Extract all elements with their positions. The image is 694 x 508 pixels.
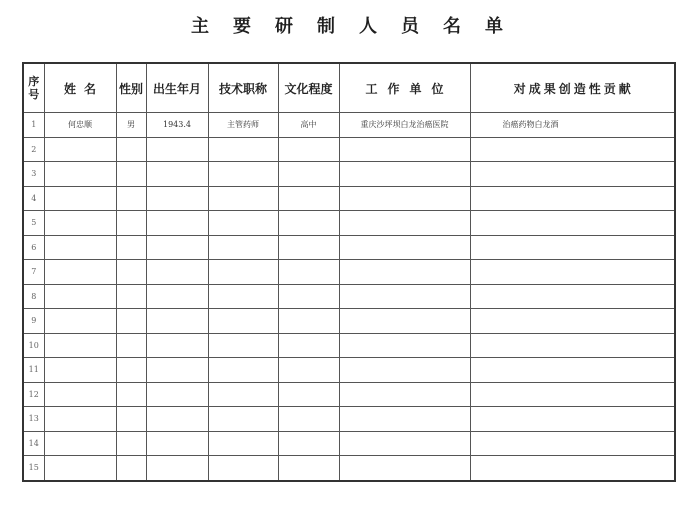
header-seq: 序号 xyxy=(23,63,44,113)
cell-title xyxy=(208,284,278,309)
cell-seq: 5 xyxy=(23,211,44,236)
cell-birth: 1943.4 xyxy=(146,113,208,138)
cell-birth xyxy=(146,309,208,334)
cell-gender: 男 xyxy=(116,113,146,138)
cell-title xyxy=(208,162,278,187)
cell-gender xyxy=(116,358,146,383)
cell-name xyxy=(44,358,116,383)
cell-gender xyxy=(116,456,146,481)
cell-name xyxy=(44,162,116,187)
cell-name xyxy=(44,431,116,456)
cell-name xyxy=(44,235,116,260)
cell-birth xyxy=(146,186,208,211)
table-row xyxy=(23,137,675,162)
cell-title xyxy=(208,431,278,456)
cell-title xyxy=(208,186,278,211)
cell-title xyxy=(208,333,278,358)
cell-title xyxy=(208,358,278,383)
table-row xyxy=(23,211,675,236)
cell-title xyxy=(208,137,278,162)
cell-birth xyxy=(146,162,208,187)
cell-unit xyxy=(339,235,470,260)
cell-gender xyxy=(116,211,146,236)
cell-birth xyxy=(146,456,208,481)
cell-seq: 3 xyxy=(23,162,44,187)
table-row xyxy=(23,358,675,383)
cell-gender xyxy=(116,162,146,187)
cell-unit xyxy=(339,186,470,211)
table-row xyxy=(23,333,675,358)
cell-contribution xyxy=(470,162,675,187)
table-row xyxy=(23,162,675,187)
cell-unit xyxy=(339,284,470,309)
cell-name xyxy=(44,382,116,407)
cell-title xyxy=(208,235,278,260)
cell-title xyxy=(208,309,278,334)
cell-birth xyxy=(146,284,208,309)
table-row xyxy=(23,407,675,432)
cell-birth xyxy=(146,235,208,260)
cell-birth xyxy=(146,358,208,383)
cell-education xyxy=(278,235,339,260)
cell-birth xyxy=(146,407,208,432)
cell-education xyxy=(278,162,339,187)
cell-unit xyxy=(339,358,470,383)
personnel-table xyxy=(22,62,676,482)
cell-education xyxy=(278,333,339,358)
cell-birth xyxy=(146,333,208,358)
cell-name xyxy=(44,284,116,309)
table-body xyxy=(23,113,675,481)
cell-birth xyxy=(146,382,208,407)
table-row xyxy=(23,309,675,334)
cell-unit xyxy=(339,162,470,187)
cell-title xyxy=(208,407,278,432)
cell-name xyxy=(44,211,116,236)
cell-education xyxy=(278,407,339,432)
cell-gender xyxy=(116,407,146,432)
cell-education xyxy=(278,431,339,456)
cell-contribution xyxy=(470,211,675,236)
cell-unit xyxy=(339,407,470,432)
cell-name xyxy=(44,137,116,162)
cell-gender xyxy=(116,186,146,211)
cell-name xyxy=(44,333,116,358)
cell-contribution: 治癌药物白龙酒 xyxy=(470,113,675,138)
cell-seq: 2 xyxy=(23,137,44,162)
cell-seq: 8 xyxy=(23,284,44,309)
cell-gender xyxy=(116,309,146,334)
cell-contribution xyxy=(470,456,675,481)
cell-seq: 15 xyxy=(23,456,44,481)
cell-birth xyxy=(146,260,208,285)
cell-contribution xyxy=(470,382,675,407)
cell-education xyxy=(278,309,339,334)
table-row xyxy=(23,431,675,456)
cell-education xyxy=(278,456,339,481)
page-title: 主要研制人员名单 xyxy=(191,16,527,37)
cell-contribution xyxy=(470,431,675,456)
header-unit: 工作单位 xyxy=(339,63,470,113)
cell-education xyxy=(278,186,339,211)
cell-education xyxy=(278,284,339,309)
cell-seq: 6 xyxy=(23,235,44,260)
cell-gender xyxy=(116,235,146,260)
cell-education xyxy=(278,358,339,383)
cell-education xyxy=(278,382,339,407)
cell-title xyxy=(208,382,278,407)
cell-title xyxy=(208,260,278,285)
cell-contribution xyxy=(470,186,675,211)
cell-unit xyxy=(339,382,470,407)
cell-name: 何忠顺 xyxy=(44,113,116,138)
cell-unit xyxy=(339,431,470,456)
cell-unit xyxy=(339,333,470,358)
cell-birth xyxy=(146,211,208,236)
cell-name xyxy=(44,186,116,211)
cell-unit xyxy=(339,137,470,162)
table-row xyxy=(23,284,675,309)
cell-birth xyxy=(146,137,208,162)
cell-education xyxy=(278,211,339,236)
table-row xyxy=(23,186,675,211)
cell-education xyxy=(278,137,339,162)
cell-gender xyxy=(116,137,146,162)
cell-unit xyxy=(339,309,470,334)
header-birth: 出生年月 xyxy=(146,63,208,113)
cell-contribution xyxy=(470,137,675,162)
table-row xyxy=(23,382,675,407)
header-row xyxy=(23,63,675,113)
cell-education xyxy=(278,260,339,285)
cell-seq: 13 xyxy=(23,407,44,432)
cell-seq: 12 xyxy=(23,382,44,407)
cell-gender xyxy=(116,333,146,358)
cell-seq: 9 xyxy=(23,309,44,334)
cell-unit xyxy=(339,211,470,236)
header-name: 姓名 xyxy=(44,63,116,113)
header-education: 文化程度 xyxy=(278,63,339,113)
cell-seq: 7 xyxy=(23,260,44,285)
cell-contribution xyxy=(470,309,675,334)
cell-name xyxy=(44,309,116,334)
cell-gender xyxy=(116,431,146,456)
table-row xyxy=(23,260,675,285)
cell-title xyxy=(208,456,278,481)
cell-contribution xyxy=(470,333,675,358)
cell-unit: 重庆沙坪坝白龙治癌医院 xyxy=(339,113,470,138)
cell-contribution xyxy=(470,235,675,260)
table-row xyxy=(23,235,675,260)
cell-birth xyxy=(146,431,208,456)
cell-unit xyxy=(339,260,470,285)
cell-contribution xyxy=(470,260,675,285)
header-title: 技术职称 xyxy=(208,63,278,113)
header-contribution: 对成果创造性贡献 xyxy=(470,63,675,113)
table-row xyxy=(23,113,675,138)
cell-education: 高中 xyxy=(278,113,339,138)
cell-seq: 4 xyxy=(23,186,44,211)
cell-title xyxy=(208,211,278,236)
cell-gender xyxy=(116,382,146,407)
cell-contribution xyxy=(470,358,675,383)
cell-contribution xyxy=(470,284,675,309)
cell-gender xyxy=(116,260,146,285)
cell-unit xyxy=(339,456,470,481)
cell-name xyxy=(44,260,116,285)
cell-name xyxy=(44,407,116,432)
header-gender: 性别 xyxy=(116,63,146,113)
table-row xyxy=(23,456,675,481)
cell-seq: 11 xyxy=(23,358,44,383)
cell-seq: 14 xyxy=(23,431,44,456)
cell-seq: 1 xyxy=(23,113,44,138)
cell-seq: 10 xyxy=(23,333,44,358)
cell-name xyxy=(44,456,116,481)
cell-contribution xyxy=(470,407,675,432)
cell-gender xyxy=(116,284,146,309)
cell-title: 主管药师 xyxy=(208,113,278,138)
